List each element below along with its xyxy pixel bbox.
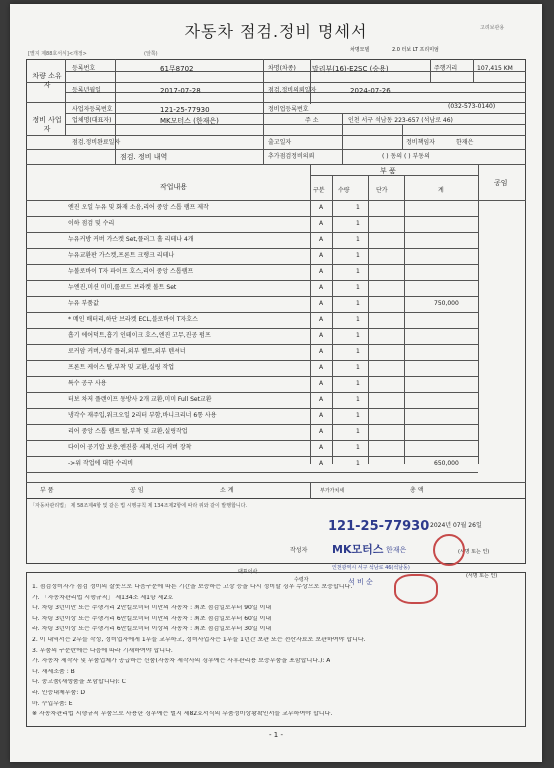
address-value: 인천 서구 석남동 223-657 (석남로 46) bbox=[348, 117, 453, 124]
corner-note: 고려보관용 bbox=[480, 25, 505, 31]
reg-no-label: 등록번호 bbox=[72, 65, 96, 72]
work-row-work: 리어 중앙 스톱 램프 탈,부착 및 교환,실링작업 bbox=[68, 428, 188, 435]
handwritten-sign: 석 비 순 bbox=[348, 578, 373, 586]
work-row-qty: 1 bbox=[356, 428, 360, 435]
note-line: 2. 이 내역서는 2부를 작성, 정비업자에게 1부를 교부하고, 정비사업자는 1부를 1년간 보관 또는 전산자료로 보관하여야 합니다. bbox=[32, 637, 366, 643]
work-row-type: A bbox=[319, 380, 324, 387]
note-line: 나. 차령 3년미만 또는 주행거리 2만킬로미터 미만의 자동차 : 최초 점검일로부터 90일 이내 bbox=[32, 605, 272, 612]
reg-no-value: 61무8702 bbox=[160, 65, 194, 73]
business-name-value: MK모터스 (한재은) bbox=[160, 117, 219, 125]
work-row-qty: 1 bbox=[356, 268, 360, 275]
reg-date-value: 2017-07-28 bbox=[160, 87, 201, 95]
phone-value: (032-573-0140) bbox=[448, 103, 496, 110]
work-row-type: A bbox=[319, 204, 324, 211]
business-name-label: 업체명(대표자) bbox=[72, 117, 112, 124]
work-row-work: 누엔진,미션 미미,롤로드 브라켓 볼트 Set bbox=[68, 284, 177, 291]
issuer-person: 한재은 bbox=[386, 546, 407, 554]
work-row-type: A bbox=[319, 236, 324, 243]
work-row-work: 흡기 에어덕트,흡기 인테이크 호스,엔진 고무,진공 펌프 bbox=[68, 332, 211, 339]
note-line: 다. 중고품(재생품을 포함합니다): C bbox=[32, 679, 126, 686]
work-row-work: 누유커방 커버 가스켓 Set,플러그 홀 리테나 4개 bbox=[68, 236, 194, 243]
mileage-label: 주행거리 bbox=[434, 65, 458, 72]
issue-date: 2024년 07월 26일 bbox=[430, 522, 482, 529]
manager-value: 한재은 bbox=[456, 139, 474, 146]
work-row-work: 누유 부품값 bbox=[68, 300, 99, 307]
work-row-work: 누유교환판 가스켓,프론트 크랭크 리테나 bbox=[68, 252, 175, 259]
work-row-work: 프론트 케이스 탈,부착 및 교환,실링 작업 bbox=[68, 364, 175, 371]
work-row-type: A bbox=[319, 364, 324, 371]
model-type-value: 말리부(16)-E2SC (승용) bbox=[312, 65, 389, 73]
totals-total-label: 총 액 bbox=[410, 487, 424, 494]
rep-label: 대표이사 bbox=[238, 569, 258, 575]
note-line: 다. 차령 3년이상 또는 주행거리 6만킬로미터 미만의 자동차 : 최초 점검일로부터 60일 이내 bbox=[32, 615, 272, 622]
model-label: 차명모델 bbox=[350, 47, 370, 53]
company-seal bbox=[433, 534, 465, 566]
reg-date-label: 등록년월일 bbox=[72, 87, 101, 94]
work-row-qty: 1 bbox=[356, 444, 360, 451]
request-date-value: 2024-07-26 bbox=[350, 87, 391, 95]
issuer-sign-note: (서명 또는 인) bbox=[458, 549, 490, 555]
release-date-label: 출고일자 bbox=[268, 139, 292, 146]
work-row-work: 터보 차저 플랜이프 동방사 2개 교환,미미 Full Set교환 bbox=[68, 396, 212, 403]
document-title: 자동차 점검.정비 명세서 bbox=[184, 22, 368, 41]
totals-labor-label: 공 임 bbox=[130, 487, 144, 494]
work-row-qty: 1 bbox=[356, 316, 360, 323]
work-row-qty: 1 bbox=[356, 252, 360, 259]
work-row-work: * 메인 배터리,하단 브라켓 ECL,블로바이 T자호스 bbox=[68, 316, 198, 323]
work-row-work: 특수 공구 사용 bbox=[68, 380, 107, 387]
note-line: 라. 차령 3년이상 또는 주행거리 6만킬로미터 이상의 자동차 : 최초 점검일로부터 30일 이내 bbox=[32, 626, 272, 633]
request-date-label: 점검.정비의뢰일자 bbox=[268, 87, 317, 94]
work-row-qty: 1 bbox=[356, 220, 360, 227]
biz-no-stamp: 121-25-77930 bbox=[328, 519, 430, 534]
totals-parts-label: 부 품 bbox=[40, 487, 54, 494]
model-value: 2.0 터보 LT 프리미엄 bbox=[392, 47, 439, 53]
work-row-work: 다이어 공기압 보충,엔진룸 세척,언더 커버 장착 bbox=[68, 444, 192, 451]
work-row-qty: 1 bbox=[356, 412, 360, 419]
work-row-qty: 1 bbox=[356, 284, 360, 291]
work-row-amount: 650,000 bbox=[434, 460, 459, 467]
work-row-work: 로커암 커버,냉각 플러,외부 벨트,외부 텐셔너 bbox=[68, 348, 186, 355]
col-labor-header: 공임 bbox=[494, 179, 508, 187]
document-page bbox=[10, 4, 542, 762]
work-row-type: A bbox=[319, 460, 324, 467]
work-row-qty: 1 bbox=[356, 236, 360, 243]
work-row-amount: 750,000 bbox=[434, 300, 459, 307]
address-label: 주 소 bbox=[305, 117, 319, 124]
totals-vat-label: 부가가치세 bbox=[320, 488, 345, 494]
note-line: 3. 부품의 구분란에는 다음에 따라 기재하여야 합니다. bbox=[32, 647, 173, 654]
mileage-value: 107,415 KM bbox=[477, 65, 513, 72]
work-row-qty: 1 bbox=[356, 204, 360, 211]
biz-no-label: 사업자등록번호 bbox=[72, 106, 113, 113]
page-number: - 1 - bbox=[269, 731, 283, 739]
work-row-type: A bbox=[319, 300, 324, 307]
biz-no-value: 121-25-77930 bbox=[160, 106, 210, 114]
work-row-work: 냉각수 재주입,워크오일 2리터 부함,바니크리너 6통 사용 bbox=[68, 412, 217, 419]
issuer-label: 작성자 bbox=[290, 547, 308, 554]
work-row-work: ->위 작업에 대한 수리비 bbox=[68, 460, 134, 467]
work-row-qty: 1 bbox=[356, 300, 360, 307]
business-section-label: 정비 사업자 bbox=[32, 116, 62, 133]
note-line: 마. 수입부품: E bbox=[32, 700, 73, 707]
work-row-type: A bbox=[319, 428, 324, 435]
owner-section-label: 차량 소유자 bbox=[32, 72, 62, 89]
col-parts-header: 부 품 bbox=[380, 167, 396, 175]
work-row-qty: 1 bbox=[356, 396, 360, 403]
shop-reg-label: 정비업등록번호 bbox=[268, 106, 309, 113]
done-date-label: 점검.정비완료일자 bbox=[72, 139, 121, 146]
note-line: 라. 인증대체부품: D bbox=[32, 690, 85, 696]
note-line: 나. 재제조품 : B bbox=[32, 668, 75, 675]
work-row-qty: 1 bbox=[356, 332, 360, 339]
model-type-label: 차명(차종) bbox=[268, 65, 296, 72]
note-line: 가. 자동차 제작사 및 부품업체가 공급하는 신품(자동차 제작사의 경우에는 사후관리용 보증부품을 포함합니다.): A bbox=[32, 658, 331, 665]
work-row-type: A bbox=[319, 396, 324, 403]
work-row-type: A bbox=[319, 316, 324, 323]
col-qty-header: 수량 bbox=[338, 187, 350, 194]
receiver-sign-note: (서명 또는 인) bbox=[466, 573, 498, 579]
details-section-label: 점검. 정비 내역 bbox=[120, 153, 168, 161]
manager-label: 정비책임자 bbox=[406, 139, 435, 146]
note-line: 가. 「자동차관리법 시행규칙」 제134조 제1항 제2호 bbox=[32, 594, 174, 601]
form-note-side: (앞쪽) bbox=[144, 51, 158, 57]
work-row-type: A bbox=[319, 444, 324, 451]
work-row-qty: 1 bbox=[356, 348, 360, 355]
work-row-type: A bbox=[319, 332, 324, 339]
note-line: ※ 자동차관리법 시행규칙 부품으로 사용한 경우에는 별지 제82호서식의 부품정비상황확인서를 교부하여야 합니다. bbox=[32, 711, 333, 718]
work-row-qty: 1 bbox=[356, 460, 360, 467]
col-type-header: 구분 bbox=[313, 187, 325, 194]
work-row-qty: 1 bbox=[356, 380, 360, 387]
work-row-qty: 1 bbox=[356, 364, 360, 371]
work-row-type: A bbox=[319, 220, 324, 227]
work-row-work: 엔진 오일 누유 및 화재 소음,리어 중앙 스톱 램프 제작 bbox=[68, 204, 209, 211]
issuer-name: MK모터스 bbox=[332, 543, 384, 556]
col-amount-header: 계 bbox=[438, 187, 444, 194]
consent-options: ( ) 동의 ( ) 부동의 bbox=[382, 153, 430, 160]
col-unit-header: 단가 bbox=[376, 187, 388, 194]
note-line: 1. 점검정비자가 점검 정비의 잘못으로 다음구분에 따른 기간을 보증하는 고장 등을 다시 정비할 경우 무상으로 보증합니다. bbox=[32, 584, 353, 590]
work-row-type: A bbox=[319, 252, 324, 259]
work-row-work: 이하 점검 및 수리 bbox=[68, 220, 115, 227]
work-row-type: A bbox=[319, 284, 324, 291]
work-row-type: A bbox=[319, 412, 324, 419]
receiver-label: 수령자 bbox=[294, 577, 309, 583]
extra-request-label: 추가점검정비의뢰 bbox=[268, 153, 315, 160]
work-row-type: A bbox=[319, 348, 324, 355]
form-note: [별지 제88호서식]<개정> bbox=[28, 51, 87, 57]
col-work-header: 작업내용 bbox=[160, 183, 188, 191]
totals-sum-label: 소 계 bbox=[220, 487, 234, 494]
rep-address: 인천광역시 서구 석남로 46(석남동) bbox=[332, 565, 410, 571]
work-row-work: 누볼로바이 T자 파이프 호스,리어 중앙 스톱램프 bbox=[68, 268, 194, 275]
work-row-type: A bbox=[319, 268, 324, 275]
legal-note: 「자동차관리법」 제 58조제4항 및 같은 법 시행규칙 제 134조제2항에 따라 위와 같이 발행합니다. bbox=[30, 503, 248, 509]
